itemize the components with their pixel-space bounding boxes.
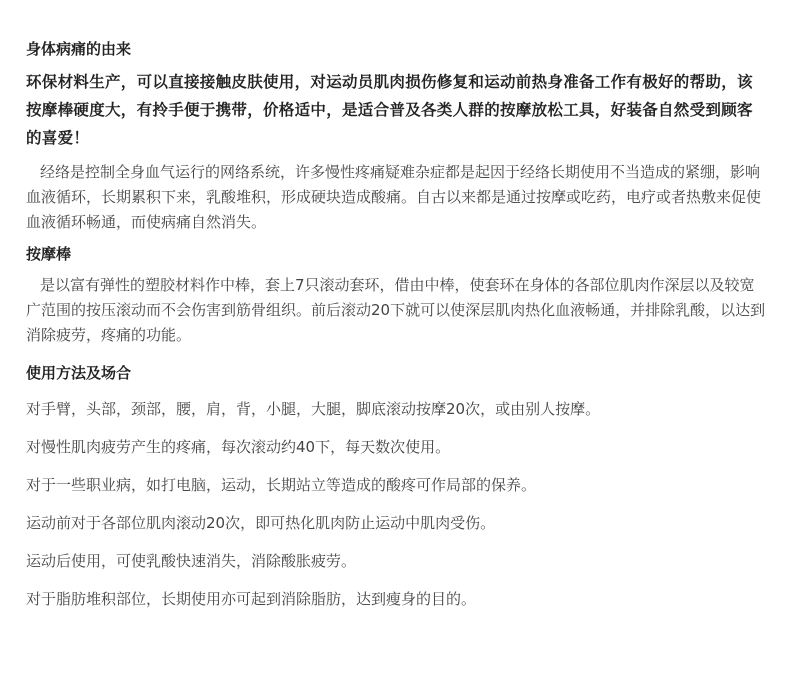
usage-item: 运动前对于各部位肌肉滚动20次，即可热化肌肉防止运动中肌肉受伤。 [26,514,496,532]
usage-list [26,398,766,610]
section-title-pain-origin: 身体病痛的由来 [26,40,132,58]
usage-item: 运动后使用，可使乳酸快速消失，消除酸胀疲劳。 [26,552,357,570]
meridian-paragraph: 经络是控制全身血气运行的网络系统，许多慢性疼痛疑难杂症都是起因于经络长期使用不当造成的紧绷，影响血液循环，长期累积下来，乳酸堆积，形成硬块造成酸痛。自古以来都是通过按摩或吃药，电疗或者热敷来促使血液循环畅通，而使病痛自然消失。 [26,163,762,231]
lead-paragraph: 环保材料生产，可以直接接触皮肤使用，对运动员肌肉损伤修复和运动前热身准备工作有极好的帮助，该按摩棒硬度大，有拎手便于携带，价格适中，是适合普及各类人群的按摩放松工具，好装备自然受到顾客的喜爱！ [26,72,753,147]
massage-stick-paragraph: 是以富有弹性的塑胶材料作中棒，套上7只滚动套环，借由中棒，使套环在身体的各部位肌肉作深层以及较宽广范围的按压滚动而不会伤害到筋骨组织。前后滚动20下就可以使深层肌肉热化血液畅通，并排除乳酸，以达到消除疲劳，疼痛的功能。 [26,276,766,344]
section-title-massage-stick: 按摩棒 [26,245,72,263]
section-title-usage: 使用方法及场合 [26,364,132,382]
product-description [26,38,766,610]
usage-item: 对于一些职业病，如打电脑，运动，长期站立等造成的酸疼可作局部的保养。 [26,476,537,494]
usage-item: 对于脂肪堆积部位，长期使用亦可起到消除脂肪，达到瘦身的目的。 [26,590,477,608]
usage-item: 对手臂，头部，颈部，腰，肩，背，小腿，大腿，脚底滚动按摩20次，或由别人按摩。 [26,400,601,418]
usage-item: 对慢性肌肉疲劳产生的疼痛，每次滚动约40下，每天数次使用。 [26,438,451,456]
